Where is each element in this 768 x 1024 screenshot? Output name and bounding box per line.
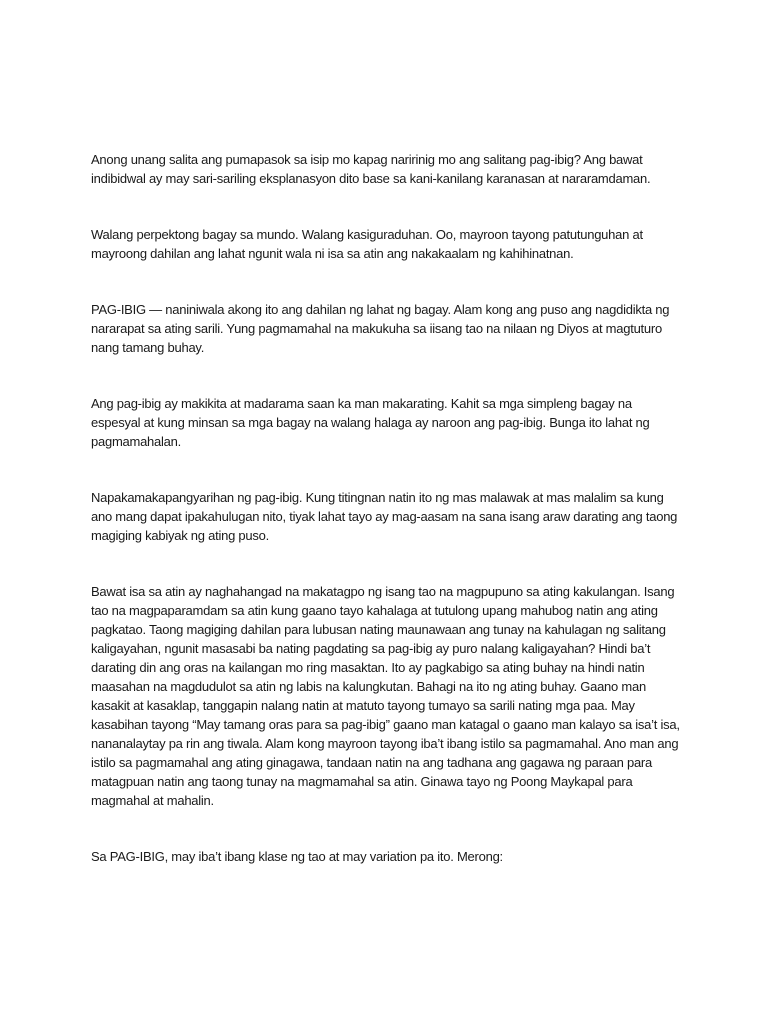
- paragraph-3: PAG-IBIG — naniniwala akong ito ang dahilan ng lahat ng bagay. Alam kong ang puso ang nagdidikta ng nararapat sa ating sarili. Yung pagmamahal na makukuha sa iisang tao na nilaan ng Diyos at magtuturo nang tamang buhay.: [91, 302, 670, 355]
- paragraph-6: Bawat isa sa atin ay naghahangad na makatagpo ng isang tao na magpupuno sa ating kakulangan. Isang tao na magpaparamdam sa atin kung gaano tayo kahalaga at tutulong upang mahubog natin ang ating pagkatao. Taong magiging dahilan para lubusan nating maunawaan ang tunay na kahulagan ng salitang kaligayahan, ngunit masasabi ba nating pagdating sa pag-ibig ay puro nalang kaligayahan? Hindi ba’t darating din ang oras na kailangan mo ring masaktan. Ito ay pagkabigo sa ating buhay na hindi natin maasahan na magdudulot sa atin ng labis na kalungkutan. Bahagi na ito ng ating buhay. Gaano man kasakit at kasaklap, tanggapin nalang natin at matuto tayong tumayo sa sarili nating mga paa. May kasabihan tayong “May tamang oras para sa pag-ibig” gaano man katagal o gaano man kalayo sa isa’t isa, nananalaytay pa rin ang tiwala. Alam kong mayroon tayong iba’t ibang istilo sa pagmamahal. Ano man ang istilo sa pagmamahal ang ating ginagawa, tandaan natin na ang tadhana ang gagawa ng paraan para matagpuan natin ang taong tunay na magmamahal sa atin. Ginawa tayo ng Poong Maykapal para magmahal at mahalin.: [91, 584, 680, 808]
- paragraph-1: Anong unang salita ang pumapasok sa isip mo kapag naririnig mo ang salitang pag-ibig? Ang bawat indibidwal ay may sari-sariling eksplanasyon dito base sa kani-kanilang karanasan at nararamdaman.: [91, 152, 651, 186]
- document-body: [91, 150, 681, 903]
- paragraph-4: Ang pag-ibig ay makikita at madarama saan ka man makarating. Kahit sa mga simpleng bagay na espesyal at kung minsan sa mga bagay na walang halaga ay naroon ang pag-ibig. Bunga ito lahat ng pagmamahalan.: [91, 396, 650, 449]
- paragraph-5: Napakamakapangyarihan ng pag-ibig. Kung titingnan natin ito ng mas malawak at mas malalim sa kung ano mang dapat ipakahulugan nito, tiyak lahat tayo ay mag-aasam na sana isang araw darating ang taong magiging kabiyak ng ating puso.: [91, 490, 678, 543]
- paragraph-7: Sa PAG-IBIG, may iba’t ibang klase ng tao at may variation pa ito. Merong:: [91, 849, 503, 864]
- paragraph-2: Walang perpektong bagay sa mundo. Walang kasiguraduhan. Oo, mayroon tayong patutunguhan at mayroong dahilan ang lahat ngunit wala ni isa sa atin ang nakakaalam ng kahihinatnan.: [91, 227, 643, 261]
